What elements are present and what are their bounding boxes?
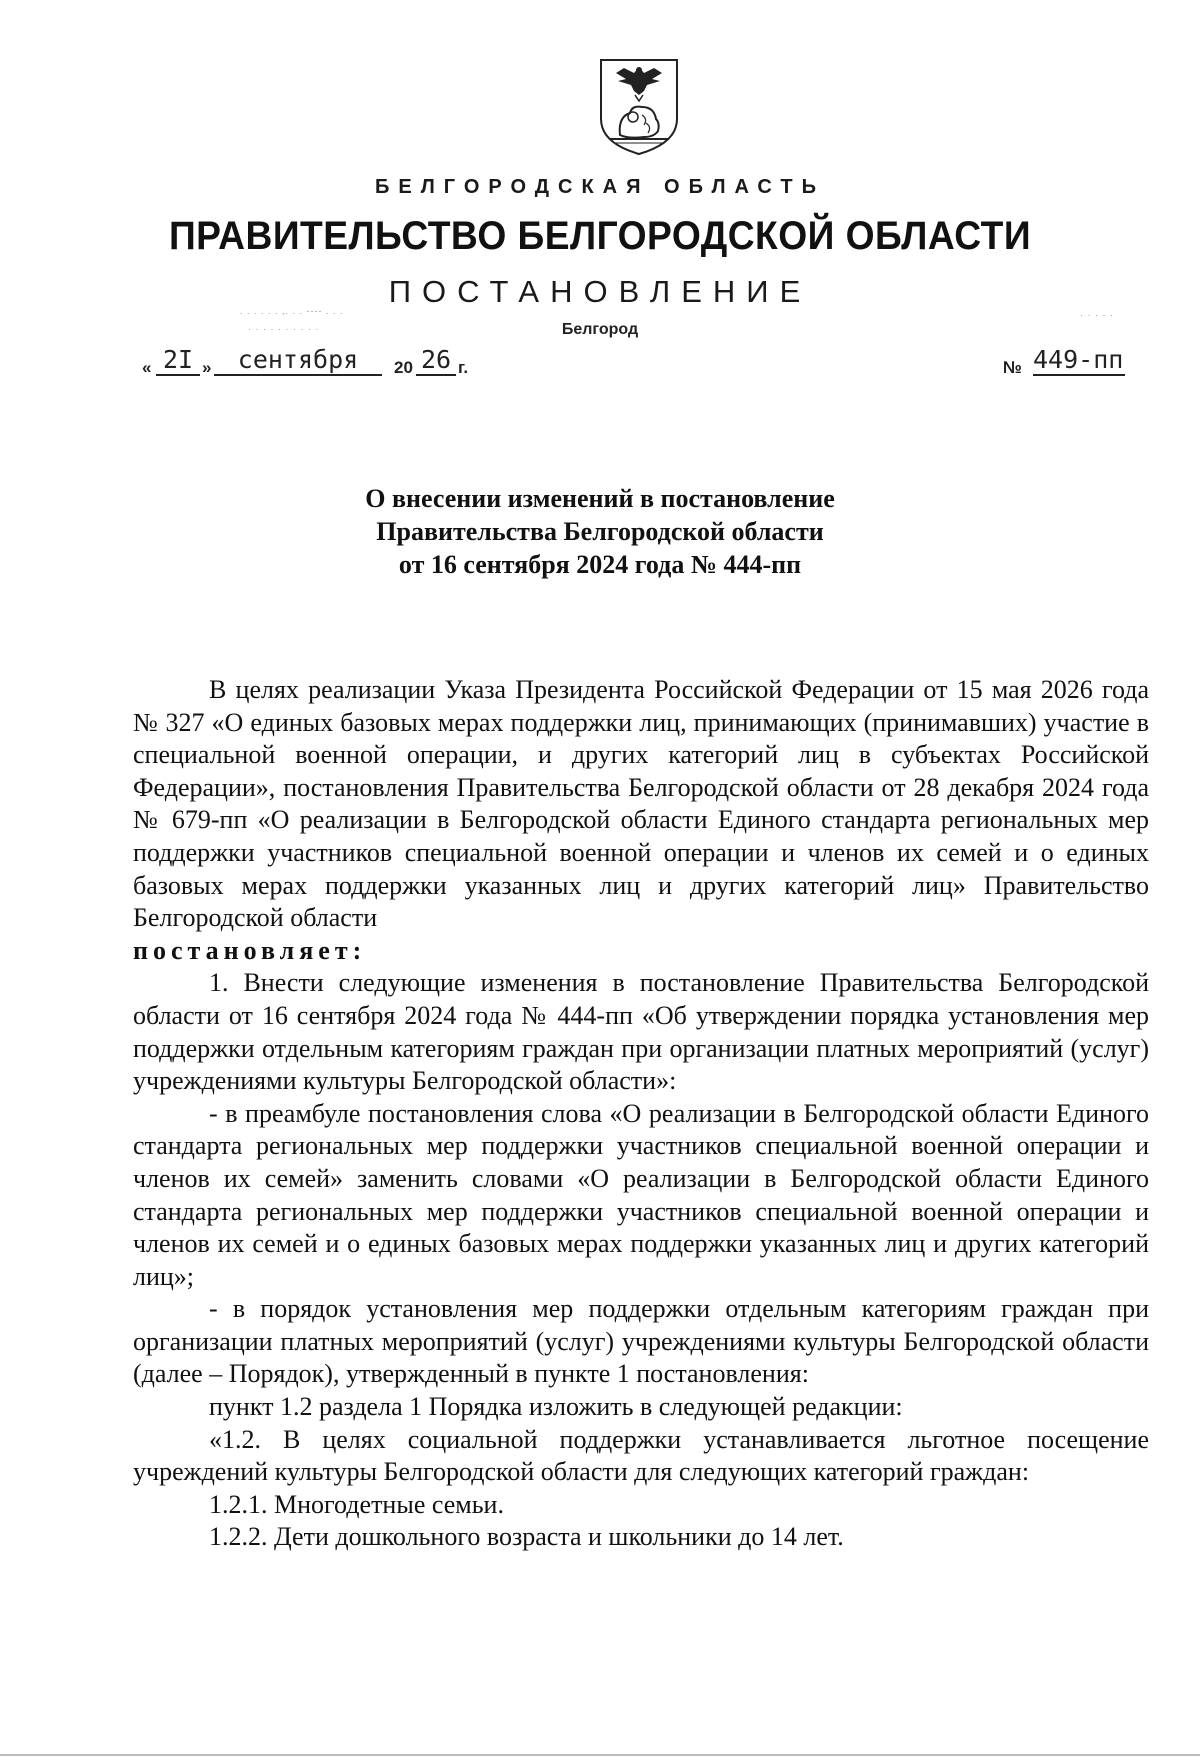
title-line: Правительства Белгородской области — [376, 517, 824, 546]
scan-noise: · · · · · — [1080, 310, 1114, 320]
clause-1-2-1: 1.2.1. Многодетные семьи. — [209, 1489, 504, 1519]
document-body — [133, 674, 1149, 1554]
date-year-prefix: 20 — [394, 358, 413, 377]
preamble-paragraph: В целях реализации Указа Президента Российской Федерации от 15 мая 2026 года № 327 «О единых базовых мерах поддержки лиц, принимающих (принимавших) участие в специальной военной операции, и других категорий лиц в субъектах Российской Федерации», постановления Правительства Белгородской области от 28 декабря 2024 года № 679-пп «О реализации в Белгородской области Единого стандарта региональных мер поддержки участников специальной военной операции и членов их семей и о единых базовых мерах поддержки указанных лиц и других категорий лиц» Правительство Белгородской области — [133, 675, 1149, 933]
item-1-paragraph: 1. Внести следующие изменения в постановление Правительства Белгородской области от 16 сентября 2024 года № 444-пп «Об утверждении порядка установления мер поддержки отдельным категориям граждан при организации платных мероприятий (услуг) учреждениями культуры Белгородской области»: — [133, 968, 1149, 1096]
date-open-quote: « — [142, 358, 152, 377]
city-label: Белгород — [561, 321, 639, 338]
number-value: 449-пп — [1033, 345, 1124, 374]
coat-of-arms-emblem — [598, 57, 680, 157]
page-bottom-edge — [0, 1754, 1200, 1756]
government-heading: ПРАВИТЕЛЬСТВО БЕЛГОРОДСКОЙ ОБЛАСТИ — [168, 214, 1032, 258]
title-line: О внесении изменений в постановление — [365, 484, 835, 513]
title-line: от 16 сентября 2024 года № 444-пп — [398, 550, 802, 579]
clause-1-2-text: «1.2. В целях социальной поддержки устанавливается льготное посещение учреждений культуры Белгородской области для следующих категорий граждан: — [133, 1424, 1149, 1487]
date-year-mark: г. — [458, 358, 469, 377]
date-month: сентября — [214, 346, 382, 376]
document-title — [0, 482, 1200, 581]
resolves-word: постановляет: — [133, 935, 367, 965]
region-heading: БЕЛГОРОДСКАЯ ОБЛАСТЬ — [375, 176, 825, 198]
number-label: № — [1003, 358, 1022, 377]
date-day: 2I — [156, 346, 200, 376]
clause-1-2-intro: пункт 1.2 раздела 1 Порядка изложить в следующей редакции: — [209, 1392, 903, 1422]
coat-of-arms-icon — [598, 57, 680, 157]
date-close-quote: » — [202, 358, 212, 377]
preamble-change-paragraph: - в преамбуле постановления слова «О реализации в Белгородской области Единого стандарта региональных мер поддержки участников специальной военной операции и членов их семей» заменить словами «О реализации в Белгородской области Единого стандарта региональных мер поддержки участников специальной военной операции и членов их семей и о единых базовых мерах поддержки указанных лиц и других категорий лиц»; — [133, 1098, 1149, 1291]
procedure-change-paragraph: - в порядок установления мер поддержки отдельным категориям граждан при организации платных мероприятий (услуг) учреждениями культуры Белгородской области (далее – Порядок), утвержденный в пункте 1 постановления: — [133, 1294, 1149, 1389]
clause-1-2-2: 1.2.2. Дети дошкольного возраста и школьники до 14 лет. — [209, 1522, 844, 1552]
date-year-suffix: 26 — [416, 346, 456, 376]
scan-noise: . . . . . . ,. . . ---- . . . — [240, 306, 344, 316]
scan-noise: · · · · · · · · · · — [248, 324, 320, 334]
document-type-heading: ПОСТАНОВЛЕНИЕ — [388, 274, 812, 309]
